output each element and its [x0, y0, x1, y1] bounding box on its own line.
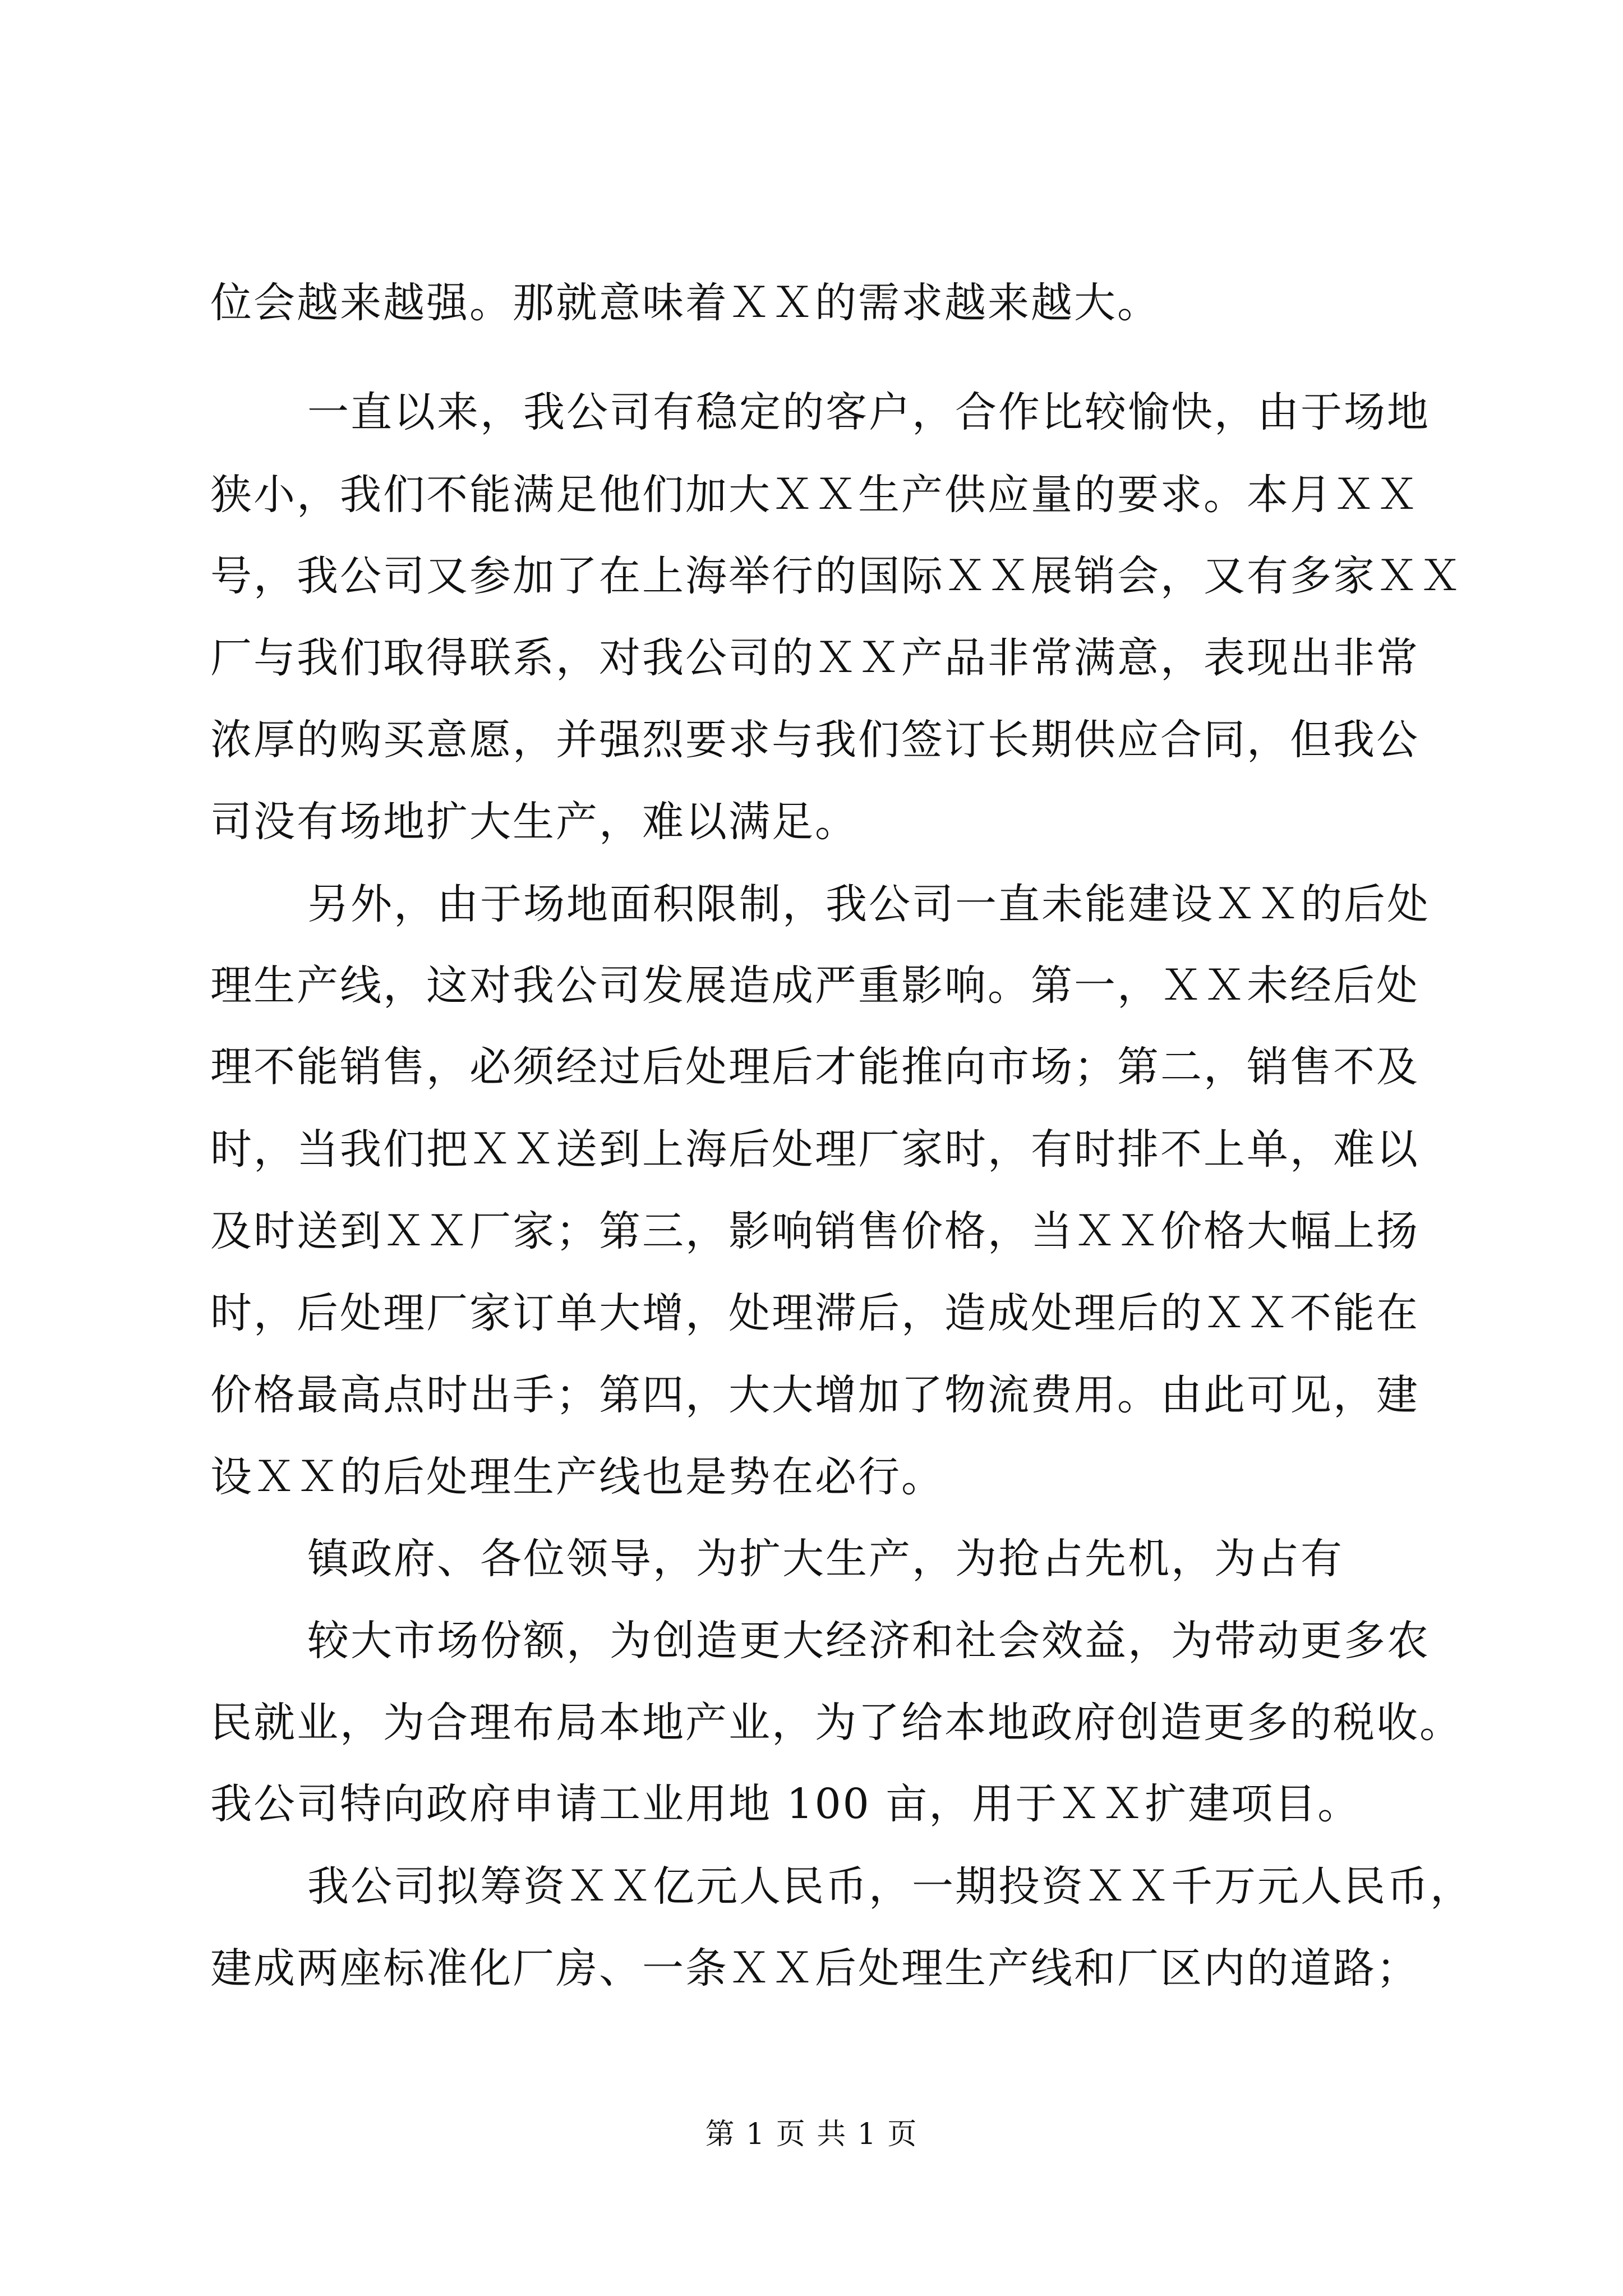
- text-line: 设ＸＸ的后处理生产线也是势在必行。: [210, 1453, 944, 1501]
- text-line: 浓厚的购买意愿，并强烈要求与我们签订长期供应合同，但我公: [210, 716, 1419, 764]
- text-line: 理生产线，这对我公司发展造成严重影响。第一，ＸＸ未经后处: [210, 961, 1419, 1010]
- page-number-footer: 第 1 页 共 1 页: [705, 2118, 918, 2151]
- text-line: 司没有场地扩大生产，难以满足。: [210, 798, 858, 846]
- text-line: 狭小，我们不能满足他们加大ＸＸ生产供应量的要求。本月ＸＸ: [210, 471, 1419, 519]
- paragraph-first-line: 较大市场份额，为创造更大经济和社会效益，为带动更多农: [307, 1617, 1430, 1665]
- text-line: 时，当我们把ＸＸ送到上海后处理厂家时，有时排不上单，难以: [210, 1125, 1419, 1174]
- paragraph-first-line: 另外，由于场地面积限制，我公司一直未能建设ＸＸ的后处: [307, 880, 1430, 928]
- text-line: 及时送到ＸＸ厂家；第三，影响销售价格，当ＸＸ价格大幅上扬: [210, 1207, 1419, 1255]
- text-line: 理不能销售，必须经过后处理后才能推向市场；第二，销售不及: [210, 1043, 1419, 1091]
- paragraph-first-line: 我公司拟筹资ＸＸ亿元人民币，一期投资ＸＸ千万元人民币，: [307, 1862, 1473, 1911]
- text-line: 厂与我们取得联系，对我公司的ＸＸ产品非常满意，表现出非常: [210, 634, 1419, 682]
- text-line: 价格最高点时出手；第四，大大增加了物流费用。由此可见，建: [210, 1371, 1419, 1419]
- text-line: 号，我公司又参加了在上海举行的国际ＸＸ展销会，又有多家ＸＸ: [210, 552, 1463, 600]
- text-line: 位会越来越强。那就意味着ＸＸ的需求越来越大。: [210, 279, 1160, 327]
- paragraph-first-line: 一直以来，我公司有稳定的客户，合作比较愉快，由于场地: [307, 388, 1430, 436]
- text-line: 建成两座标准化厂房、一条ＸＸ后处理生产线和厂区内的道路；: [210, 1944, 1419, 1993]
- text-line: 我公司特向政府申请工业用地 100 亩，用于ＸＸ扩建项目。: [210, 1780, 1361, 1828]
- text-line: 时，后处理厂家订单大增，处理滞后，造成处理后的ＸＸ不能在: [210, 1289, 1419, 1337]
- paragraph-first-line: 镇政府、各位领导，为扩大生产，为抢占先机，为占有: [307, 1535, 1344, 1583]
- text-line: 民就业，为合理布局本地产业，为了给本地政府创造更多的税收。: [210, 1699, 1463, 1747]
